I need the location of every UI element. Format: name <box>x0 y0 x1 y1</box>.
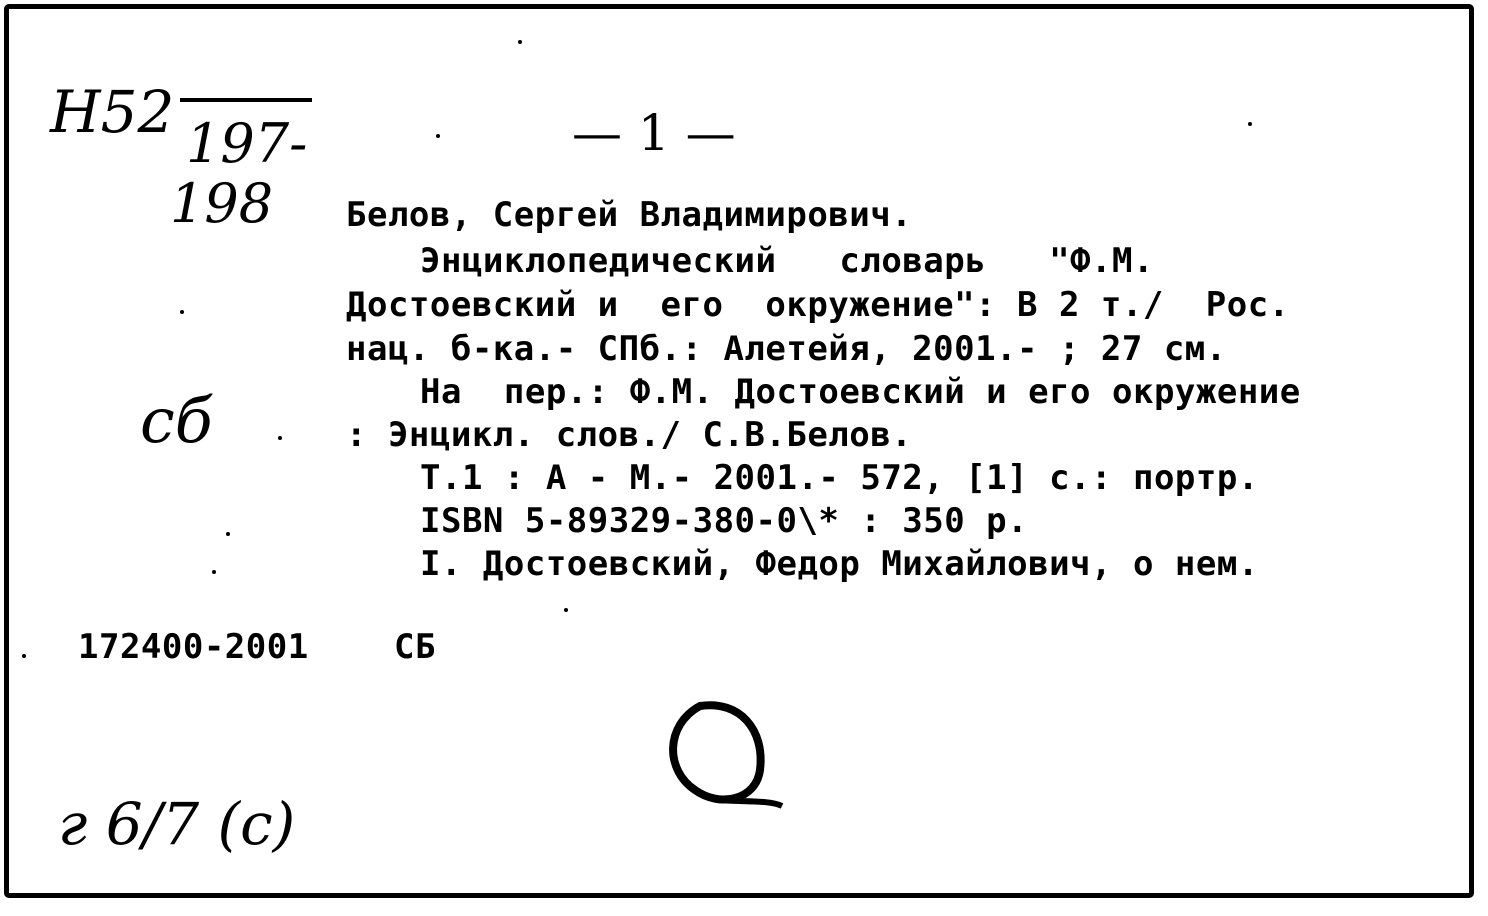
ring-stamp <box>673 705 761 799</box>
speck <box>226 532 230 536</box>
volume-line: Т.1 : А - М.- 2001.- 572, [1] с.: портр. <box>420 458 1259 498</box>
shelfmark-numerator: 197- <box>186 112 308 175</box>
speck <box>1248 122 1252 126</box>
note-line-1: На пер.: Ф.М. Достоевский и его окружение <box>420 372 1301 412</box>
speck <box>564 608 568 612</box>
bottom-handwritten-mark: г 6/7 (с) <box>58 790 296 858</box>
shelfmark-top: Н52 <box>50 78 175 146</box>
title-line-1: Энциклопедический словарь "Ф.М. <box>420 241 1154 281</box>
speck <box>22 654 26 658</box>
footer-code: СБ <box>394 627 436 667</box>
speck <box>180 310 184 314</box>
page-number: — 1 — <box>572 104 736 162</box>
isbn-line: ISBN 5-89329-380-0\* : 350 р. <box>420 501 1029 541</box>
author-heading: Белов, Сергей Владимирович. <box>346 195 913 235</box>
control-number: 172400-2001 <box>78 627 309 667</box>
title-line-3: нац. б-ка.- СПб.: Алетейя, 2001.- ; 27 см. <box>346 329 1227 369</box>
title-line-2: Достоевский и его окружение": В 2 т./ Рос. <box>346 285 1290 325</box>
speck <box>518 40 522 44</box>
speck <box>278 436 282 440</box>
shelfmark-denominator: 198 <box>170 172 274 235</box>
speck <box>212 570 216 574</box>
subject-line: I. Достоевский, Федор Михайлович, о нем. <box>420 544 1259 584</box>
speck <box>436 134 440 138</box>
note-line-2: : Энцикл. слов./ С.В.Белов. <box>346 415 913 455</box>
left-margin-mark: сб <box>140 384 213 457</box>
